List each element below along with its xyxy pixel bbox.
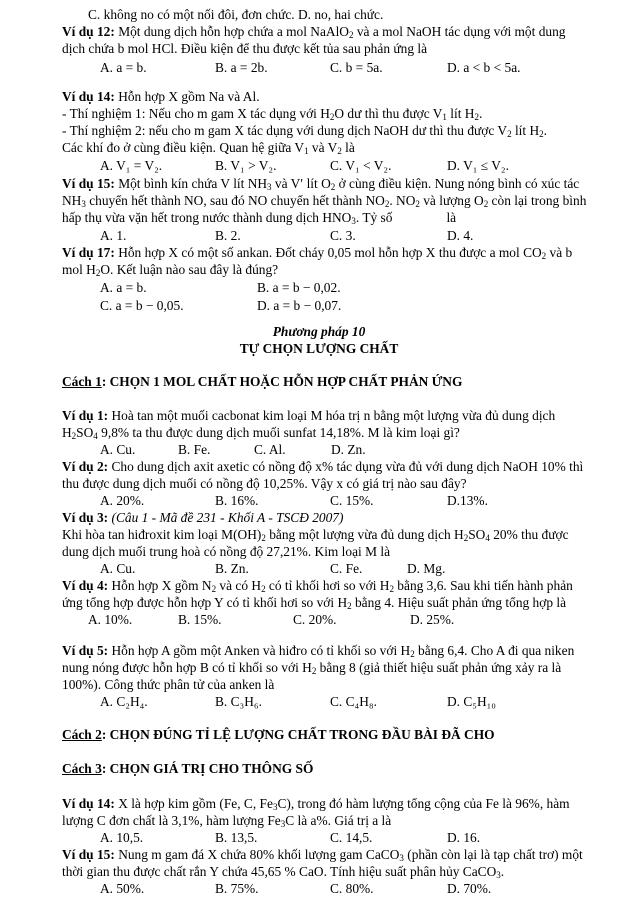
- question-line: Ví dụ 15: Một bình kín chứa V lít $NH_3$ và V′ lít $O_2$ ở cùng điều kiện. Nung nóng bình có xúc tác: [62, 176, 580, 192]
- answer-options: A. 10%. B. 15%. C. 20%. D. 25%.: [88, 612, 455, 627]
- answer-options: A. a = b. B. a = 2b. C. b = 5a. D. a < b < 5a.: [100, 60, 521, 75]
- answer-options: A. V₁ = V₂. B. V₁ > V₂. C. V₁ < V₂. D. V₁ ≤ V₂.: [100, 158, 509, 173]
- question-line: nung nóng được hỗn hợp B có tỉ khối so với $H_2$ bằng 8 (giả thiết hiệu suất phản ứng xảy ra là: [62, 660, 562, 676]
- question-line: Ví dụ 17: Hỗn hợp X có một số ankan. Đốt cháy 0,05 mol hỗn hợp X thu được a mol $CO_2$ và b: [62, 245, 573, 261]
- question-line: $NH_3$ chuyển hết thành NO, sau đó NO chuyển hết thành $NO_2$. $NO_2$ và lượng $O_2$ còn lại trong bình: [62, 193, 587, 209]
- question-line: Ví dụ 2: Cho dung dịch axit axetic có nồng độ x% tác dụng vừa đủ với dung dịch NaOH 10% thì: [62, 459, 584, 474]
- answer-options: A. 20%. B. 16%. C. 15%. D.13%.: [100, 493, 488, 508]
- question-line: Ví dụ 3: (Câu 1 - Mã đề 231 - Khối A - TSCĐ 2007): [62, 510, 344, 525]
- question-line: ứng tổng hợp được hỗn hợp Y có tỉ khối hơi so với $H_2$ bằng 4. Hiệu suất phản ứng tổng hợp là: [62, 595, 567, 611]
- method-subtitle: TỰ CHỌN LƯỢNG CHẤT: [239, 341, 399, 356]
- answer-options: A. Cu. B. Fe. C. Al. D. Zn.: [100, 442, 366, 457]
- option-line: C. không no có một nối đôi, đơn chức. D. no, hai chức.: [88, 7, 384, 22]
- question-line: Ví dụ 14: X là hợp kim gồm (Fe, C, $Fe_3C$), trong đó hàm lượng tổng cộng của Fe là 96%, hàm: [62, 796, 570, 812]
- question-line: dịch chứa b mol HCl. Điều kiện để thu được kết tủa sau phản ứng là: [62, 41, 428, 56]
- question-line: - Thí nghiệm 2: nếu cho m gam X tác dụng với dung dịch NaOH dư thì thu được $V_2$ lít $H_2$.: [62, 123, 547, 139]
- question-line: thu được dung dịch muối có nồng độ 10,25%. Vậy x có giá trị nào sau đây?: [62, 476, 467, 491]
- section-heading: Cách 2: CHỌN ĐÚNG TỈ LỆ LƯỢNG CHẤT TRONG ĐẦU BÀI ĐÃ CHO: [62, 727, 495, 742]
- question-line: Ví dụ 15: Nung m gam đá X chứa 80% khối lượng gam CaCO$_3$ (phần còn lại là tạp chất trơ) một: [62, 847, 583, 863]
- answer-options: A. C₂H₄. B. C₃H₆. C. C₄H₈. D. C₅H₁₀: [100, 694, 496, 709]
- question-line: Khi hòa tan hiđroxit kim loại $M(OH)_2$ bằng một lượng vừa đủ dung dịch $H_2SO_4$ 20% thu được: [62, 527, 569, 543]
- question-line: Ví dụ 4: Hỗn hợp X gồm $N_2$ và có $H_2$ có tỉ khối hơi so với $H_2$ bằng 3,6. Sau khi tiến hành phản: [62, 578, 573, 594]
- answer-options: A. 50%. B. 75%. C. 80%. D. 70%.: [100, 881, 492, 896]
- question-line: mol $H_2O$. Kết luận nào sau đây là đúng?: [62, 262, 279, 278]
- answer-options: A. a = b. B. a = b − 0,02.: [100, 280, 341, 295]
- question-line: - Thí nghiệm 1: Nếu cho m gam X tác dụng với $H_2O$ dư thì thu được $V_1$ lít $H_2$.: [62, 106, 483, 122]
- answer-options: A. 10,5. B. 13,5. C. 14,5. D. 16.: [100, 830, 481, 845]
- question-line: Các khí đo ở cùng điều kiện. Quan hệ giữa $V_1$ và $V_2$ là: [62, 140, 355, 156]
- question-line: lượng C đơn chất là 3,1%, hàm lượng $Fe_3C$ là a%. Giá trị a là: [62, 813, 392, 829]
- question-line: Ví dụ 1: Hoà tan một muối cacbonat kim loại M hóa trị n bằng một lượng vừa đủ dung dịch: [62, 408, 556, 423]
- question-line: hấp thụ vừa vặn hết trong nước thành dung dịch $HNO_3$. Tỷ số là: [62, 210, 457, 226]
- question-line: thời gian thu được chất rắn Y chứa 45,65 % CaO. Tính hiệu suất phân hủy CaCO$_3$.: [62, 864, 505, 880]
- question-line: Ví dụ 12: Một dung dịch hỗn hợp chứa a mol NaAlO$_2$ và a mol NaOH tác dụng với một dung: [62, 24, 566, 40]
- question-line: Ví dụ 14: Hỗn hợp X gồm Na và Al.: [62, 89, 260, 104]
- answer-options: C. a = b − 0,05. D. a = b − 0,07.: [100, 298, 342, 313]
- question-line: Ví dụ 5: Hỗn hợp A gồm một Anken và hiđro có tỉ khối so với $H_2$ bằng 6,4. Cho A đi qua niken: [62, 643, 575, 659]
- question-line: $H_2SO_4$ 9,8% ta thu được dung dịch muối sunfat 14,18%. M là kim loại gì?: [62, 425, 460, 441]
- method-title: Phương pháp 10: [272, 324, 366, 339]
- question-line: 100%). Công thức phân tử của anken là: [62, 677, 275, 692]
- answer-options: A. Cu. B. Zn. C. Fe. D. Mg.: [100, 561, 446, 576]
- section-heading: Cách 1: CHỌN 1 MOL CHẤT HOẶC HỖN HỢP CHẤT PHẢN ỨNG: [62, 374, 463, 389]
- section-heading: Cách 3: CHỌN GIÁ TRỊ CHO THÔNG SỐ: [62, 761, 314, 776]
- question-line: dung dịch muối trung hoà có nồng độ 27,21%. Kim loại M là: [62, 544, 391, 559]
- answer-options: A. 1. B. 2. C. 3. D. 4.: [100, 228, 474, 243]
